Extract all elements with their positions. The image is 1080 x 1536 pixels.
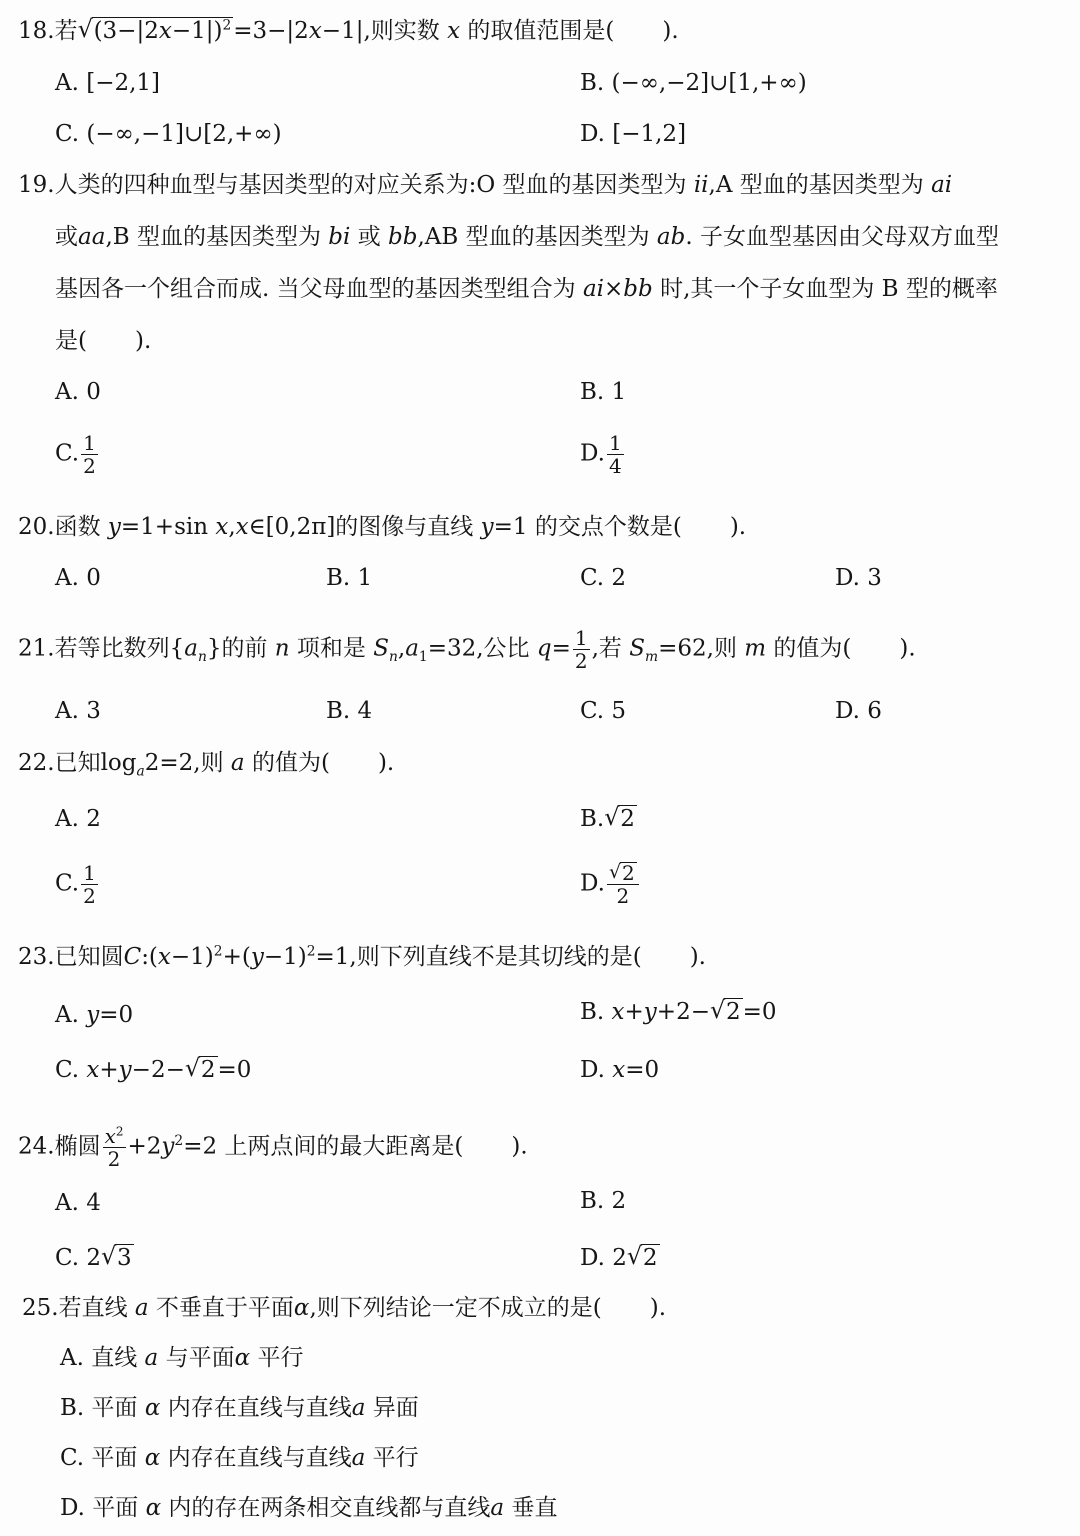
math-var: S <box>373 635 389 662</box>
numerator: 1 <box>83 431 96 455</box>
stem-text: ,则下列结论一定不成立的是( <box>309 1295 602 1321</box>
stem-text: ). <box>511 1133 528 1160</box>
math-var: y <box>86 1002 100 1028</box>
stem-text: 的值为( <box>251 750 330 776</box>
math-var: C <box>123 944 142 970</box>
math-var: y <box>118 1057 132 1083</box>
option-text: 异面 <box>372 1395 419 1421</box>
radicand: 2 <box>642 1245 658 1271</box>
question-18-stem <box>18 16 679 46</box>
stem-text: =62,则 <box>658 635 737 662</box>
radicand: 3 <box>117 1245 132 1271</box>
option-c <box>55 1243 134 1273</box>
question-number: 23. <box>18 944 55 970</box>
option-c: C. (−∞,−1]∪[2,+∞) <box>55 121 282 147</box>
fraction <box>81 432 98 477</box>
option-text: −2− <box>131 1057 185 1083</box>
stem-text: =1 的交点个数是( <box>493 514 682 540</box>
question-19-line-1 <box>18 170 952 200</box>
math-var: a <box>490 1495 505 1521</box>
math-var: x <box>612 1057 626 1083</box>
option-b: B. 1 <box>326 565 373 591</box>
math-var: x <box>104 1124 116 1148</box>
math-var: x <box>308 18 322 44</box>
stem-text: 或 <box>357 224 381 250</box>
stem-text: 若等比数列{ <box>54 635 185 662</box>
math-var: α <box>144 1445 161 1471</box>
stem-text: =2 上两点间的最大距离是( <box>183 1133 464 1160</box>
stem-text: 时,其一个子女血型为 B 型的概率 <box>660 276 998 302</box>
fraction <box>81 862 98 907</box>
stem-text: ,A 型血的基因类型为 <box>708 172 924 198</box>
radicand: 2 <box>620 806 635 832</box>
math-var: ab <box>656 224 686 250</box>
denominator: 2 <box>616 884 630 908</box>
option-d: D. 3 <box>835 565 882 591</box>
math-var: S <box>629 635 646 662</box>
stem-text: 若直线 <box>58 1295 128 1321</box>
question-number: 19. <box>18 172 55 198</box>
stem-text: ). <box>729 514 747 540</box>
stem-text: , <box>397 635 406 662</box>
stem-text: =32,公比 <box>427 635 530 662</box>
math-var: y <box>161 1133 175 1160</box>
denominator: 2 <box>83 454 96 478</box>
stem-text: 基因各一个组合而成. 当父母血型的基因类型组合为 <box>55 276 576 302</box>
sqrt-expression <box>101 1243 134 1273</box>
math-var: y <box>107 514 121 540</box>
subscript: n <box>389 649 398 666</box>
math-var: x <box>158 18 172 44</box>
fraction <box>573 627 590 672</box>
option-d <box>580 1243 660 1273</box>
option-a <box>60 1343 303 1373</box>
option-text: 内存在直线与直线 <box>167 1395 352 1421</box>
math-var: a <box>144 1345 159 1371</box>
exponent: 2 <box>306 943 316 960</box>
stem-text: 不垂直于平面 <box>155 1295 294 1321</box>
option-b: B. 1 <box>580 379 627 405</box>
numerator: 1 <box>574 626 588 650</box>
subscript: n <box>197 649 207 666</box>
stem-text: 项和是 <box>296 635 366 662</box>
stem-text: +2 <box>127 1133 162 1160</box>
option-a: A. [−2,1] <box>55 70 161 96</box>
option-label: C. <box>55 870 80 897</box>
denominator: 2 <box>574 649 588 673</box>
stem-text: (3−|2 <box>93 18 159 44</box>
option-text: 内的存在两条相交直线都与直线 <box>168 1495 491 1521</box>
exponent: 2 <box>174 1132 184 1149</box>
option-c <box>55 432 100 477</box>
option-a <box>55 1000 133 1030</box>
math-var: bi <box>328 224 351 250</box>
subscript: 1 <box>418 649 428 666</box>
question-19-line-3 <box>55 274 998 304</box>
option-label: D. 2 <box>580 1245 627 1271</box>
math-var: x <box>611 999 625 1025</box>
option-text: =0 <box>625 1057 660 1083</box>
sqrt-expression <box>609 862 637 884</box>
stem-text: =3−|2 <box>233 18 309 44</box>
math-var: a <box>405 635 419 662</box>
option-c <box>60 1443 419 1473</box>
stem-text: , <box>228 514 236 540</box>
stem-text: ). <box>377 750 395 776</box>
option-text: 与平面 <box>165 1345 235 1371</box>
math-var: α <box>293 1295 310 1321</box>
math-var: bb <box>623 276 653 302</box>
exponent: 2 <box>222 17 232 34</box>
question-number: 21. <box>18 635 55 662</box>
stem-text: 或 <box>55 224 78 250</box>
exponent: 2 <box>213 943 223 960</box>
option-text: C. 平面 <box>60 1445 138 1471</box>
option-label: B. <box>580 806 605 832</box>
stem-text: ). <box>649 1295 667 1321</box>
option-text: 平行 <box>372 1445 419 1471</box>
option-d <box>580 432 626 477</box>
stem-text: 人类的四种血型与基因类型的对应关系为:O 型血的基因类型为 <box>54 172 687 198</box>
option-label: C. 2 <box>55 1245 102 1271</box>
stem-text: 已知圆 <box>54 944 124 970</box>
denominator: 2 <box>83 884 96 908</box>
math-var: ai <box>931 172 953 198</box>
stem-text: =1,则下列直线不是其切线的是( <box>315 944 642 970</box>
sqrt-expression <box>710 997 743 1027</box>
option-text: =0 <box>742 999 777 1025</box>
radicand: 2 <box>621 861 635 885</box>
stem-text: ). <box>689 944 706 970</box>
question-19-line-4 <box>55 326 151 356</box>
math-var: x <box>157 944 171 970</box>
option-d: D. 6 <box>835 698 882 724</box>
option-b: B. (−∞,−2]∪[1,+∞) <box>580 70 807 96</box>
option-text: A. 直线 <box>60 1345 138 1371</box>
math-var: x <box>235 514 249 540</box>
stem-text: 的值为( <box>773 635 852 662</box>
option-b <box>60 1393 419 1423</box>
question-21-stem <box>18 627 916 672</box>
math-var: y <box>480 514 494 540</box>
option-b: B. 4 <box>326 698 373 724</box>
sqrt-expression <box>604 804 637 834</box>
stem-text: }的前 <box>206 635 268 662</box>
stem-text: ). <box>134 328 152 354</box>
stem-text: 2=2,则 <box>144 750 224 776</box>
question-number: 18. <box>18 18 55 44</box>
option-c: C. 2 <box>580 565 627 591</box>
math-var: α <box>145 1495 162 1521</box>
fraction <box>607 432 624 477</box>
exponent: 2 <box>115 1124 124 1139</box>
question-number: 24. <box>18 1133 55 1160</box>
stem-text: × <box>604 276 624 302</box>
option-label: D. <box>580 870 605 897</box>
option-label: C. <box>55 1057 80 1083</box>
math-var: α <box>234 1345 251 1371</box>
stem-text: ,若 <box>591 635 622 662</box>
option-a: A. 0 <box>55 379 101 405</box>
subscript: m <box>645 649 659 666</box>
stem-text: ,AB 型血的基因类型为 <box>417 224 650 250</box>
denominator: 2 <box>107 1147 121 1171</box>
stem-text: 已知log <box>54 750 137 776</box>
question-22-stem <box>18 748 394 778</box>
math-var: y <box>643 999 657 1025</box>
math-var: bb <box>388 224 418 250</box>
math-var: x <box>447 18 461 44</box>
option-label: D. <box>580 440 605 467</box>
math-var: aa <box>78 224 106 250</box>
stem-text: 是( <box>55 328 87 354</box>
stem-text: ,B 型血的基因类型为 <box>105 224 321 250</box>
option-d <box>580 1055 659 1085</box>
option-label: A. <box>55 1002 79 1028</box>
question-number: 20. <box>18 514 55 540</box>
option-text: =0 <box>99 1002 134 1028</box>
option-text: + <box>99 1057 119 1083</box>
stem-text: 的取值范围是( <box>467 18 615 44</box>
stem-text: +( <box>222 944 251 970</box>
option-a: A. 3 <box>55 698 101 724</box>
option-text: + <box>624 999 644 1025</box>
stem-text: =1+sin <box>120 514 209 540</box>
stem-text: . 子女血型基因由父母双方血型 <box>685 224 999 250</box>
math-var: a <box>134 1295 149 1321</box>
option-b <box>580 804 637 834</box>
stem-text: ∈[0,2π]的图像与直线 <box>248 514 474 540</box>
option-d: D. [−1,2] <box>580 121 687 147</box>
option-label: B. <box>580 999 605 1025</box>
option-text: B. 平面 <box>60 1395 138 1421</box>
fraction <box>103 1125 126 1170</box>
option-text: +2− <box>656 999 710 1025</box>
option-a: A. 4 <box>55 1190 101 1216</box>
question-20-stem <box>18 512 746 542</box>
option-text: D. 平面 <box>60 1495 139 1521</box>
option-text: =0 <box>217 1057 252 1083</box>
stem-text: −1|) <box>171 18 223 44</box>
math-var: a <box>184 635 198 662</box>
question-19-line-2 <box>55 222 999 252</box>
math-var: ai <box>582 276 605 302</box>
denominator: 4 <box>608 454 622 478</box>
sqrt-expression <box>185 1055 218 1085</box>
fraction <box>607 862 639 907</box>
option-c: C. 5 <box>580 698 627 724</box>
math-var: ii <box>693 172 709 198</box>
question-24-stem <box>18 1125 528 1170</box>
math-var: m <box>744 635 767 662</box>
math-var: a <box>230 750 245 776</box>
stem-text: ). <box>899 635 916 662</box>
question-23-stem <box>18 942 706 972</box>
sqrt-expression <box>627 1243 660 1273</box>
option-text: 内存在直线与直线 <box>167 1445 352 1471</box>
stem-text: −1) <box>263 944 307 970</box>
option-a: A. 2 <box>55 806 101 832</box>
numerator: 1 <box>608 431 622 455</box>
option-label: C. <box>55 440 80 467</box>
numerator: 1 <box>83 861 96 885</box>
option-d <box>60 1493 557 1523</box>
question-number: 22. <box>18 750 55 776</box>
stem-text: ). <box>662 18 679 44</box>
stem-text: −1|,则实数 <box>321 18 440 44</box>
question-number: 25. <box>22 1295 59 1321</box>
sqrt-expression <box>78 16 234 46</box>
option-b <box>580 997 777 1027</box>
stem-text: :( <box>141 944 158 970</box>
math-var: y <box>250 944 264 970</box>
option-label: D. <box>580 1057 605 1083</box>
option-b: B. 2 <box>580 1188 627 1214</box>
stem-text: 若 <box>54 18 78 44</box>
option-a: A. 0 <box>55 565 101 591</box>
radicand: 2 <box>725 999 741 1025</box>
subscript: a <box>136 763 145 780</box>
option-text: 垂直 <box>511 1495 558 1521</box>
stem-text: 函数 <box>54 514 101 540</box>
stem-text: = <box>551 635 571 662</box>
stem-text: −1) <box>170 944 214 970</box>
math-var: x <box>86 1057 100 1083</box>
math-var: n <box>274 635 290 662</box>
math-var: x <box>215 514 229 540</box>
math-var: a <box>351 1395 366 1421</box>
math-var: α <box>144 1395 161 1421</box>
math-var: a <box>351 1445 366 1471</box>
option-c <box>55 862 100 907</box>
option-d <box>580 862 641 907</box>
question-25-stem <box>22 1293 666 1323</box>
option-c <box>55 1055 251 1085</box>
math-var: q <box>536 635 552 662</box>
stem-text: 椭圆 <box>54 1133 101 1160</box>
radicand: 2 <box>200 1057 216 1083</box>
option-text: 平行 <box>257 1345 304 1371</box>
